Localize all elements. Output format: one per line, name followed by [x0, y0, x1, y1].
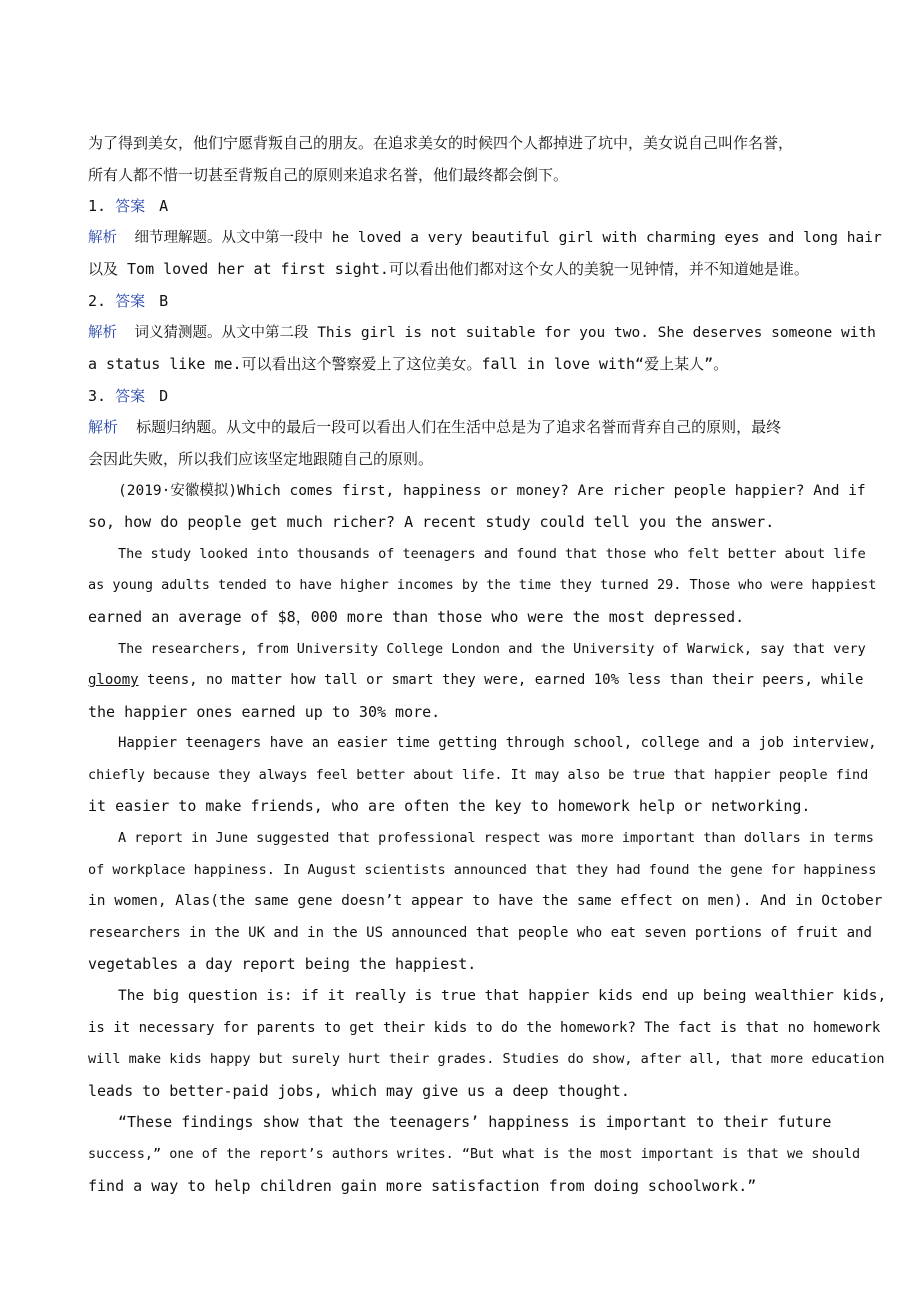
analysis-text: 细节理解题。从文中第一段中 he loved a very beautiful girl with charming eyes and long hair [134, 229, 882, 246]
analysis-label: 解析 [88, 324, 117, 341]
text-line: 为了得到美女，他们宁愿背叛自己的朋友。在追求美女的时候四个人都掉进了坑中，美女说自己叫作名誉， [88, 134, 794, 152]
analysis-1-cont: 以及 Tom loved her at first sight.可以看出他们都对这个女人的美貌一见钟情，并不知道她是谁。 [88, 260, 809, 279]
passage-line: find a way to help children gain more satisfaction from doing schoolwork.” [88, 1176, 757, 1195]
passage-line: in women, Alas(the same gene doesn’t appear to have the same effect on men). And in October [88, 893, 883, 910]
passage-line: is it necessary for parents to get their kids to do the homework? The fact is that no homework [88, 1019, 881, 1036]
passage-line: A report in June suggested that professional respect was more important than dollars in terms [118, 830, 874, 847]
answer-1 [88, 191, 888, 223]
document-page [88, 128, 888, 1202]
answer-3 [88, 381, 888, 413]
answer-label: 答案 [115, 197, 146, 216]
answer-value: A [159, 197, 169, 216]
passage-line: (2019·安徽模拟)Which comes first, happiness or money? Are richer people happier? And if [118, 482, 866, 499]
analysis-2 [88, 318, 888, 350]
underlined-word: gloomy [88, 672, 139, 689]
passage-line: The big question is: if it really is true that happier kids end up being wealthier kids, [118, 988, 887, 1005]
answer-number: 2. [88, 291, 107, 310]
answer-label: 答案 [115, 386, 146, 405]
answer-2 [88, 286, 888, 318]
passage-line: it easier to make friends, who are often the key to homework help or networking. [88, 797, 811, 816]
passage-line: success,” one of the report’s authors writes. “But what is the most important is that we should [88, 1146, 861, 1162]
answer-label: 答案 [115, 291, 146, 310]
passage-line: Happier teenagers have an easier time getting through school, college and a job interview, [118, 735, 877, 752]
analysis-text: 词义猜测题。从文中第二段 This girl is not suitable for you two. She deserves someone with [134, 324, 876, 341]
passage-line: as young adults tended to have higher incomes by the time they turned 29. Those who were happiest [88, 577, 877, 594]
analysis-label: 解析 [88, 229, 117, 246]
analysis-label: 解析 [88, 418, 119, 437]
passage-line: will make kids happy but surely hurt their grades. Studies do show, after all, that more education [88, 1051, 885, 1068]
passage-line: vegetables a day report being the happiest. [88, 955, 477, 974]
passage-text: teens, no matter how tall or smart they were, earned 10% less than their peers, while [138, 672, 864, 689]
passage-line: so, how do people get much richer? A recent study could tell you the answer. [88, 513, 775, 532]
analysis-1 [88, 223, 888, 255]
passage-line [88, 665, 888, 697]
answer-value: D [159, 386, 169, 405]
analysis-3 [88, 412, 888, 444]
analysis-text: 标题归纳题。从文中的最后一段可以看出人们在生活中总是为了追求名誉而背弃自己的原则，最终 [136, 418, 782, 437]
passage-line: researchers in the UK and in the US announced that people who eat seven portions of fruit and [88, 924, 872, 941]
passage-line: earned an average of $8，000 more than those who were the most depressed. [88, 607, 745, 626]
passage-line: The study looked into thousands of teenagers and found that those who felt better about life [118, 545, 866, 562]
text-line: 所有人都不惜一切甚至背叛自己的原则来追求名誉，他们最终都会倒下。 [88, 165, 569, 184]
analysis-3-cont: 会因此失败，所以我们应该坚定地跟随自己的原则。 [88, 449, 434, 468]
passage-line: leads to better-paid jobs, which may give us a deep thought. [88, 1081, 630, 1100]
passage-line: the happier ones earned up to 30% more. [88, 702, 441, 721]
passage-line: of workplace happiness. In August scientists announced that they had found the gene for happiness [88, 861, 877, 878]
answer-number: 3. [88, 386, 107, 405]
passage-line: chiefly because they always feel better about life. It may also be true that happier people find [88, 766, 869, 783]
passage-line: The researchers, from University College London and the University of Warwick, say that very [118, 640, 866, 657]
analysis-2-cont: a status like me.可以看出这个警察爱上了这位美女。fall in love with“爱上某人”。 [88, 355, 729, 374]
passage-line: “These findings show that the teenagers’ happiness is important to their future [118, 1113, 832, 1132]
answer-value: B [159, 291, 169, 310]
answer-number: 1. [88, 197, 107, 216]
